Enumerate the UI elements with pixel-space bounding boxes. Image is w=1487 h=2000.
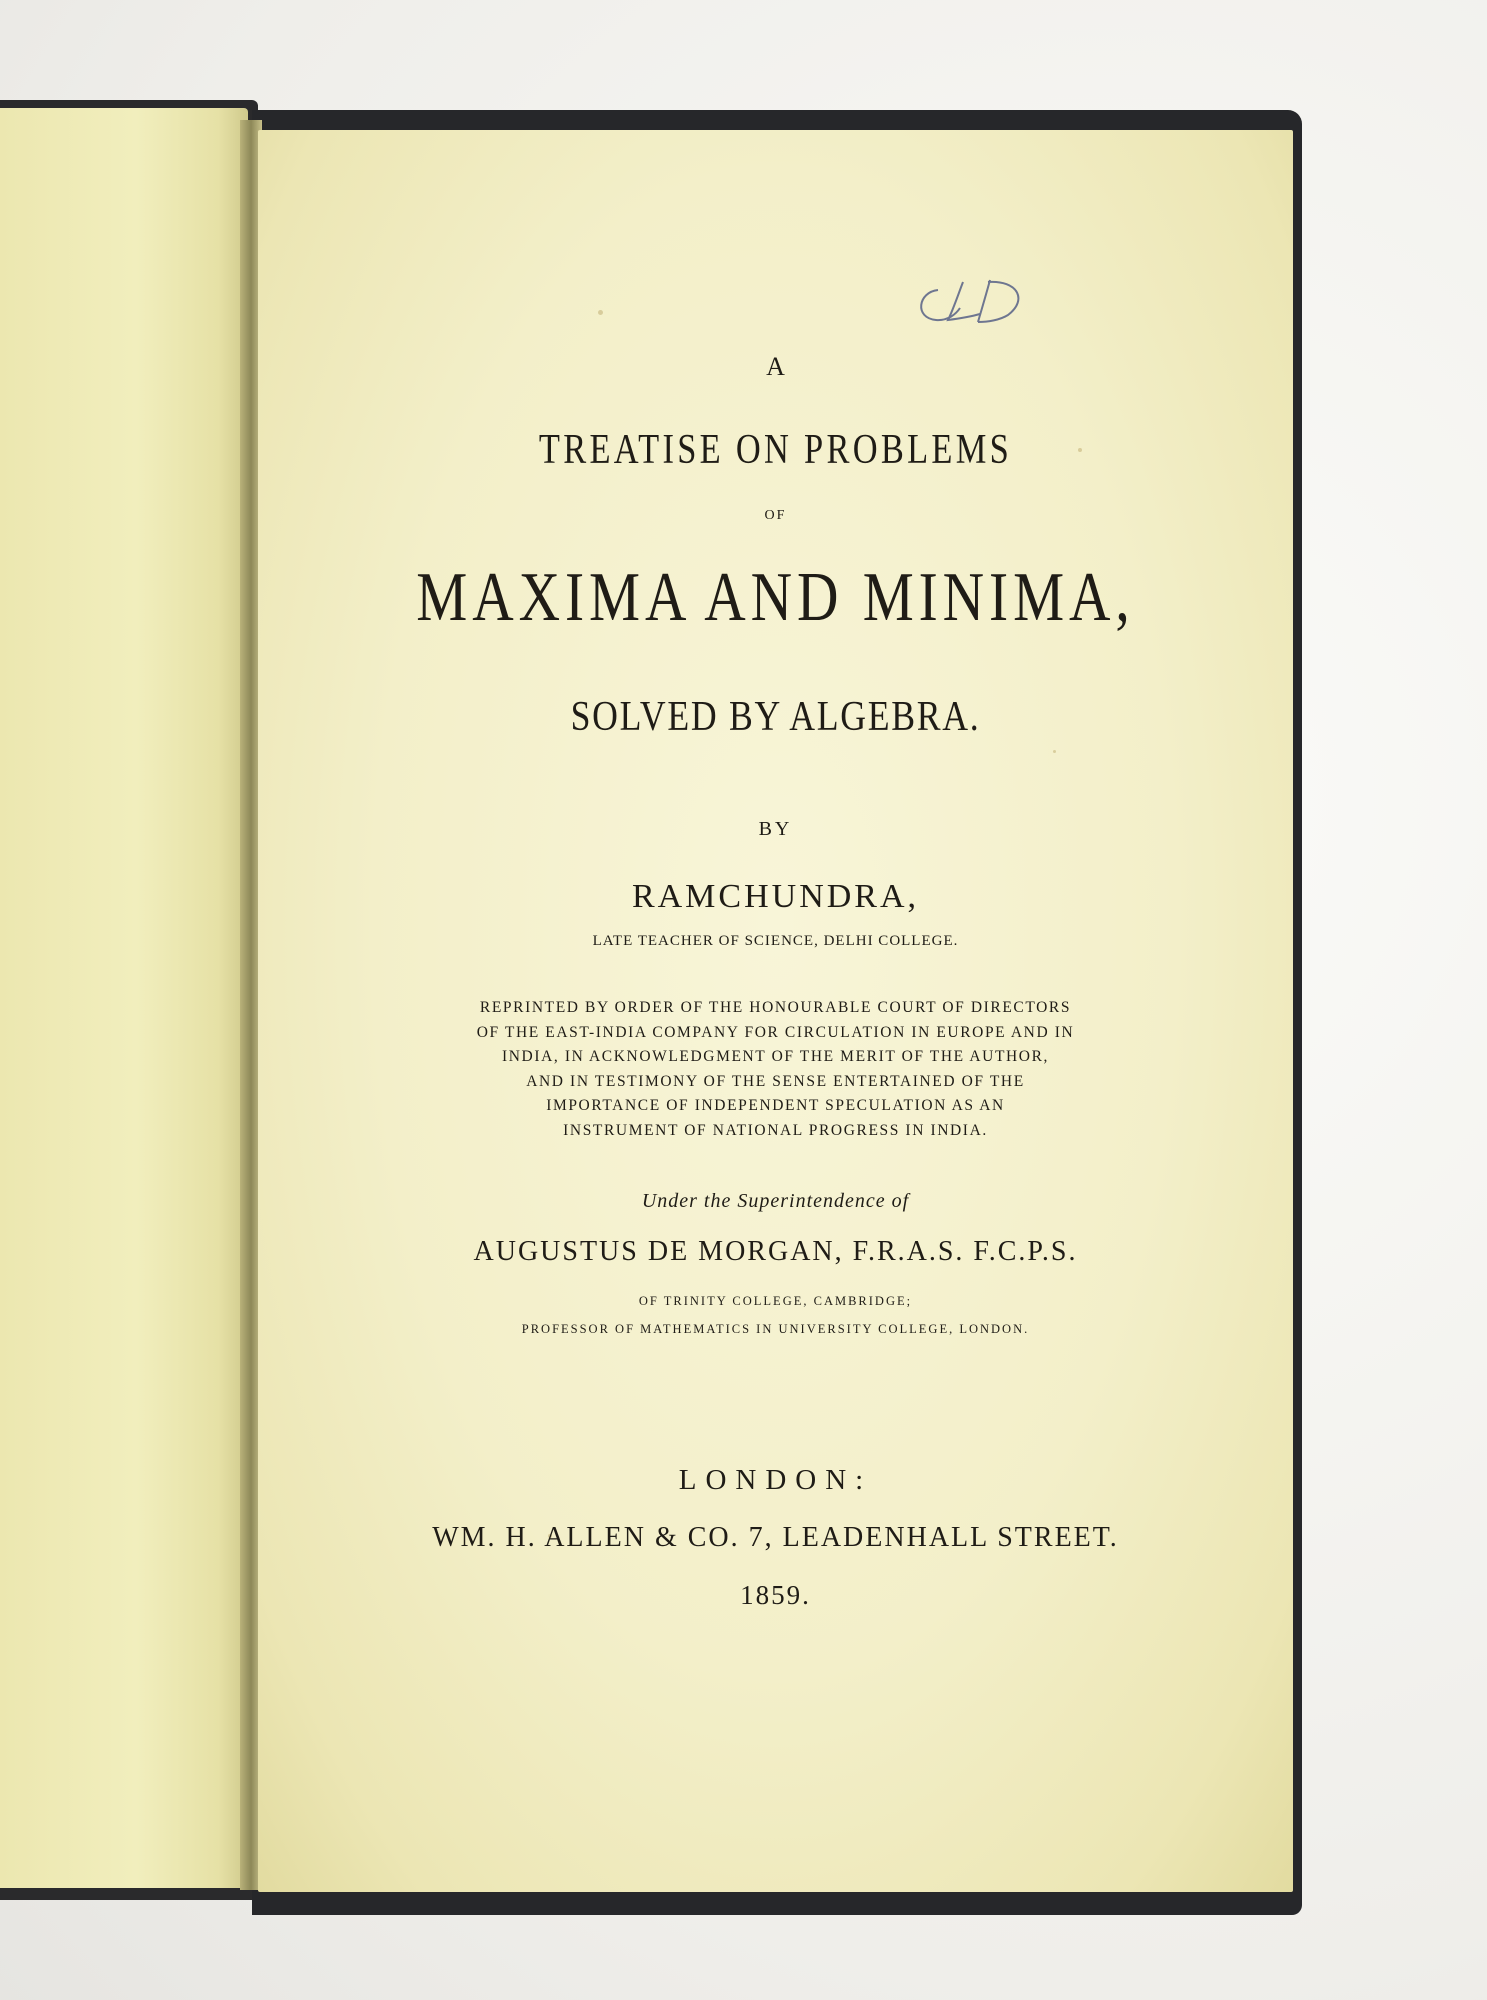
handwritten-initials-mark <box>908 270 1038 330</box>
reprint-line: OF THE EAST-INDIA COMPANY FOR CIRCULATION IN EUROPE AND IN <box>476 1023 1075 1041</box>
left-endpaper <box>0 108 248 1888</box>
superintendence-line: Under the Superintendence of <box>641 1190 910 1212</box>
title-page <box>258 130 1293 1892</box>
publisher: WM. H. ALLEN & CO. 7, LEADENHALL STREET. <box>432 1522 1119 1553</box>
subtitle: SOLVED BY ALGEBRA. <box>570 694 981 740</box>
foxing-spot <box>1053 750 1056 753</box>
foxing-spot <box>598 310 603 315</box>
reprint-notice <box>258 996 1293 1143</box>
editor-affiliation-1: OF TRINITY COLLEGE, CAMBRIDGE; <box>638 1294 913 1308</box>
reprint-line: REPRINTED BY ORDER OF THE HONOURABLE COURT OF DIRECTORS <box>479 999 1072 1016</box>
editor-affiliation-2: PROFESSOR OF MATHEMATICS IN UNIVERSITY COLLEGE, LONDON. <box>521 1322 1030 1336</box>
author-role: LATE TEACHER OF SCIENCE, DELHI COLLEGE. <box>592 933 959 949</box>
publication-year: 1859. <box>740 1580 811 1610</box>
by-label: BY <box>758 818 793 840</box>
reprint-line: AND IN TESTIMONY OF THE SENSE ENTERTAINED OF THE <box>526 1072 1025 1090</box>
reprint-line: INDIA, IN ACKNOWLEDGMENT OF THE MERIT OF THE AUTHOR, <box>501 1048 1050 1065</box>
reprint-line: INSTRUMENT OF NATIONAL PROGRESS IN INDIA. <box>563 1121 988 1139</box>
reprint-line: IMPORTANCE OF INDEPENDENT SPECULATION AS AN <box>546 1097 1005 1114</box>
publication-place: LONDON: <box>678 1464 873 1496</box>
title-article: A <box>766 352 785 381</box>
author-name: RAMCHUNDRA, <box>631 878 920 915</box>
title-of: OF <box>764 508 787 523</box>
title-line-1: TREATISE ON PROBLEMS <box>538 427 1013 473</box>
editor-name: AUGUSTUS DE MORGAN, F.R.A.S. F.C.P.S. <box>473 1236 1078 1267</box>
title-line-2: MAXIMA AND MINIMA, <box>416 559 1135 636</box>
